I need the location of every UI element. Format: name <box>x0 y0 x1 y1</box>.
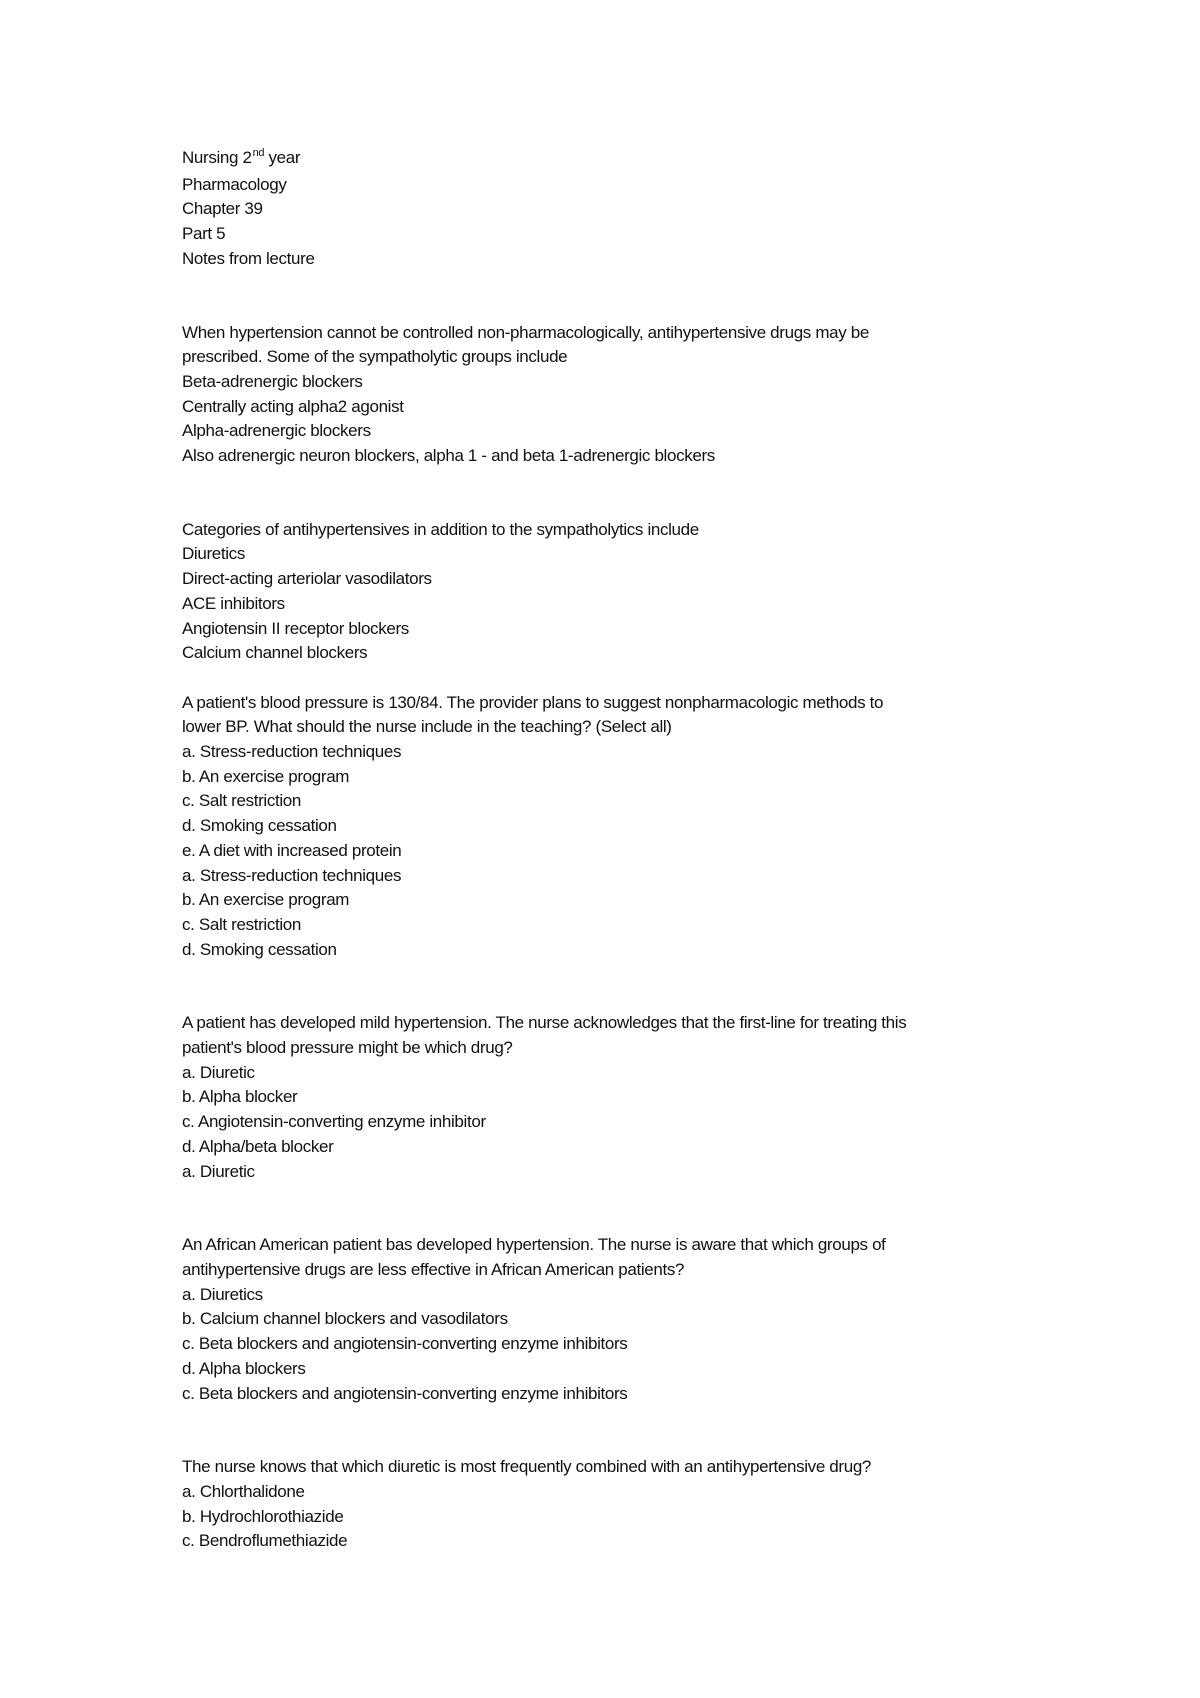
list-item: Angiotensin II receptor blockers <box>182 618 409 638</box>
answer-option: b. An exercise program <box>182 766 350 786</box>
answer-option: b. Alpha blocker <box>182 1087 298 1107</box>
question-1 <box>182 691 1082 963</box>
answer-option: d. Alpha/beta blocker <box>182 1136 334 1156</box>
list-item: Calcium channel blockers <box>182 643 368 663</box>
paragraph-line: Categories of antihypertensives in addition to the sympatholytics include <box>182 519 699 539</box>
question-text: A patient's blood pressure is 130/84. The provider plans to suggest nonpharmacologic methods to <box>182 692 884 712</box>
paragraph-line: prescribed. Some of the sympatholytic groups include <box>182 347 568 367</box>
answer-option: e. A diet with increased protein <box>182 840 402 860</box>
answer-option: c. Beta blockers and angiotensin-converting enzyme inhibitors <box>182 1334 628 1354</box>
question-text: patient's blood pressure might be which drug? <box>182 1038 513 1058</box>
question-text: An African American patient bas developed hypertension. The nurse is aware that which groups of <box>182 1235 886 1255</box>
correct-answer: b. An exercise program <box>182 890 350 910</box>
answer-option: d. Smoking cessation <box>182 816 337 836</box>
question-4 <box>182 1455 1082 1554</box>
list-item: Diuretics <box>182 544 245 564</box>
answer-option: d. Alpha blockers <box>182 1358 306 1378</box>
correct-answer: d. Smoking cessation <box>182 939 337 959</box>
list-item: Also adrenergic neuron blockers, alpha 1 - and beta 1-adrenergic blockers <box>182 446 715 466</box>
subject-title: Pharmacology <box>182 174 287 194</box>
question-text: The nurse knows that which diuretic is most frequently combined with an antihypertensive drug? <box>182 1457 872 1477</box>
answer-option: a. Stress-reduction techniques <box>182 742 402 762</box>
answer-option: c. Angiotensin-converting enzyme inhibitor <box>182 1112 486 1132</box>
categories-section <box>182 518 1082 666</box>
answer-option: b. Hydrochlorothiazide <box>182 1506 344 1526</box>
ordinal-superscript: nd <box>252 147 265 159</box>
correct-answer: c. Salt restriction <box>182 914 301 934</box>
document-header <box>182 146 1082 272</box>
list-item: ACE inhibitors <box>182 593 285 613</box>
list-item: Direct-acting arteriolar vasodilators <box>182 569 432 589</box>
sympatholytics-section <box>182 321 1082 469</box>
question-2 <box>182 1011 1082 1184</box>
list-item: Centrally acting alpha2 agonist <box>182 396 404 416</box>
course-title: Nursing 2nd year <box>182 147 301 167</box>
question-text: antihypertensive drugs are less effective in African American patients? <box>182 1260 685 1279</box>
chapter-title: Chapter 39 <box>182 199 263 219</box>
answer-option: b. Calcium channel blockers and vasodilators <box>182 1309 508 1329</box>
question-3 <box>182 1233 1082 1406</box>
document-page <box>182 146 1082 1554</box>
list-item: Alpha-adrenergic blockers <box>182 421 371 441</box>
answer-option: a. Diuretics <box>182 1284 263 1304</box>
answer-option: c. Bendroflumethiazide <box>182 1531 348 1551</box>
paragraph-line: When hypertension cannot be controlled non-pharmacologically, antihypertensive drugs may be <box>182 322 869 342</box>
correct-answer: c. Beta blockers and angiotensin-converting enzyme inhibitors <box>182 1383 628 1403</box>
part-title: Part 5 <box>182 224 226 244</box>
answer-option: a. Diuretic <box>182 1062 255 1082</box>
question-text: A patient has developed mild hypertension. The nurse acknowledges that the first-line for treating this <box>182 1013 907 1033</box>
list-item: Beta-adrenergic blockers <box>182 371 363 391</box>
question-text: lower BP. What should the nurse include in the teaching? (Select all) <box>182 717 672 737</box>
correct-answer: a. Diuretic <box>182 1161 255 1181</box>
answer-option: c. Salt restriction <box>182 791 301 811</box>
correct-answer: a. Stress-reduction techniques <box>182 865 402 885</box>
answer-option: a. Chlorthalidone <box>182 1481 305 1501</box>
notes-title: Notes from lecture <box>182 248 315 268</box>
